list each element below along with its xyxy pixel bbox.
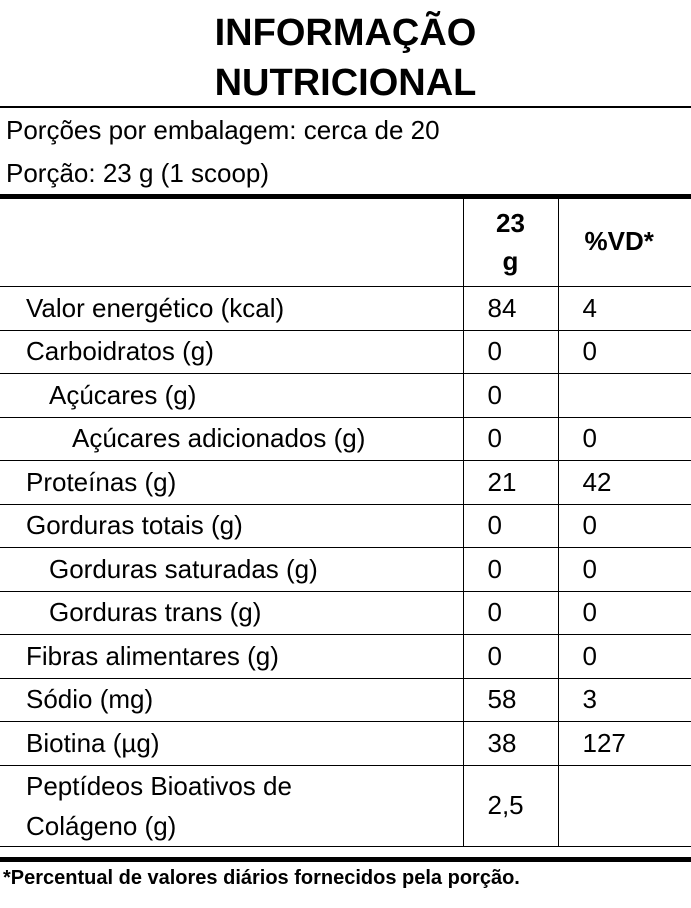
nutrient-daily-value: 127 bbox=[558, 722, 691, 766]
nutrient-name bbox=[0, 765, 463, 846]
table-row bbox=[0, 287, 691, 331]
nutrient-amount: 2,5 bbox=[463, 765, 558, 846]
table-row bbox=[0, 330, 691, 374]
nutrient-name: Biotina (µg) bbox=[0, 722, 463, 766]
table-row bbox=[0, 504, 691, 548]
table-row bbox=[0, 461, 691, 505]
table-header-row bbox=[0, 197, 691, 287]
title-line-1: INFORMAÇÃO bbox=[214, 12, 477, 54]
header-amount-value: 23 bbox=[496, 207, 525, 238]
nutrient-daily-value: 4 bbox=[558, 287, 691, 331]
nutrient-daily-value: 0 bbox=[558, 504, 691, 548]
nutrient-daily-value: 0 bbox=[558, 635, 691, 679]
serving-size: Porção: 23 g (1 scoop) bbox=[6, 158, 270, 188]
nutrition-table bbox=[0, 197, 691, 847]
nutrient-name: Valor energético (kcal) bbox=[0, 287, 463, 331]
nutrient-daily-value: 0 bbox=[558, 330, 691, 374]
nutrient-amount: 21 bbox=[463, 461, 558, 505]
nutrient-daily-value: 42 bbox=[558, 461, 691, 505]
nutrient-amount: 0 bbox=[463, 330, 558, 374]
header-daily-value: %VD* bbox=[558, 197, 691, 287]
table-row bbox=[0, 678, 691, 722]
nutrient-amount: 0 bbox=[463, 591, 558, 635]
nutrient-name: Açúcares adicionados (g) bbox=[0, 417, 463, 461]
title-divider bbox=[0, 106, 691, 108]
header-amount-unit: g bbox=[502, 245, 519, 276]
nutrient-name: Gorduras totais (g) bbox=[0, 504, 463, 548]
table-row bbox=[0, 374, 691, 418]
nutrient-daily-value: 0 bbox=[558, 548, 691, 592]
nutrient-name-line-2: Colágeno (g) bbox=[26, 810, 177, 841]
nutrient-amount: 0 bbox=[463, 635, 558, 679]
header-empty-cell bbox=[0, 197, 463, 287]
table-row bbox=[0, 722, 691, 766]
nutrient-amount: 0 bbox=[463, 548, 558, 592]
nutrient-name: Gorduras trans (g) bbox=[0, 591, 463, 635]
nutrient-amount: 58 bbox=[463, 678, 558, 722]
table-row bbox=[0, 417, 691, 461]
table-row bbox=[0, 765, 691, 846]
nutrient-name: Açúcares (g) bbox=[0, 374, 463, 418]
header-amount bbox=[463, 197, 558, 287]
footnote: *Percentual de valores diários fornecidos pela porção. bbox=[3, 867, 520, 889]
servings-per-package: Porções por embalagem: cerca de 20 bbox=[6, 115, 440, 145]
nutrient-name: Sódio (mg) bbox=[0, 678, 463, 722]
table-row bbox=[0, 591, 691, 635]
nutrient-amount: 0 bbox=[463, 374, 558, 418]
nutrient-daily-value bbox=[558, 765, 691, 846]
nutrient-name: Gorduras saturadas (g) bbox=[0, 548, 463, 592]
nutrient-daily-value: 0 bbox=[558, 417, 691, 461]
nutrient-daily-value: 3 bbox=[558, 678, 691, 722]
nutrient-amount: 84 bbox=[463, 287, 558, 331]
title-line-2: NUTRICIONAL bbox=[214, 62, 477, 104]
nutrient-amount: 0 bbox=[463, 417, 558, 461]
nutrient-daily-value bbox=[558, 374, 691, 418]
table-row bbox=[0, 635, 691, 679]
nutrient-amount: 38 bbox=[463, 722, 558, 766]
nutrient-daily-value: 0 bbox=[558, 591, 691, 635]
nutrient-name: Proteínas (g) bbox=[0, 461, 463, 505]
nutrient-name: Carboidratos (g) bbox=[0, 330, 463, 374]
table-bottom-thick-rule bbox=[0, 857, 691, 862]
nutrient-amount: 0 bbox=[463, 504, 558, 548]
table-row bbox=[0, 548, 691, 592]
nutrient-name: Fibras alimentares (g) bbox=[0, 635, 463, 679]
nutrient-name-line-1: Peptídeos Bioativos de bbox=[26, 770, 292, 801]
label-title bbox=[0, 8, 691, 108]
